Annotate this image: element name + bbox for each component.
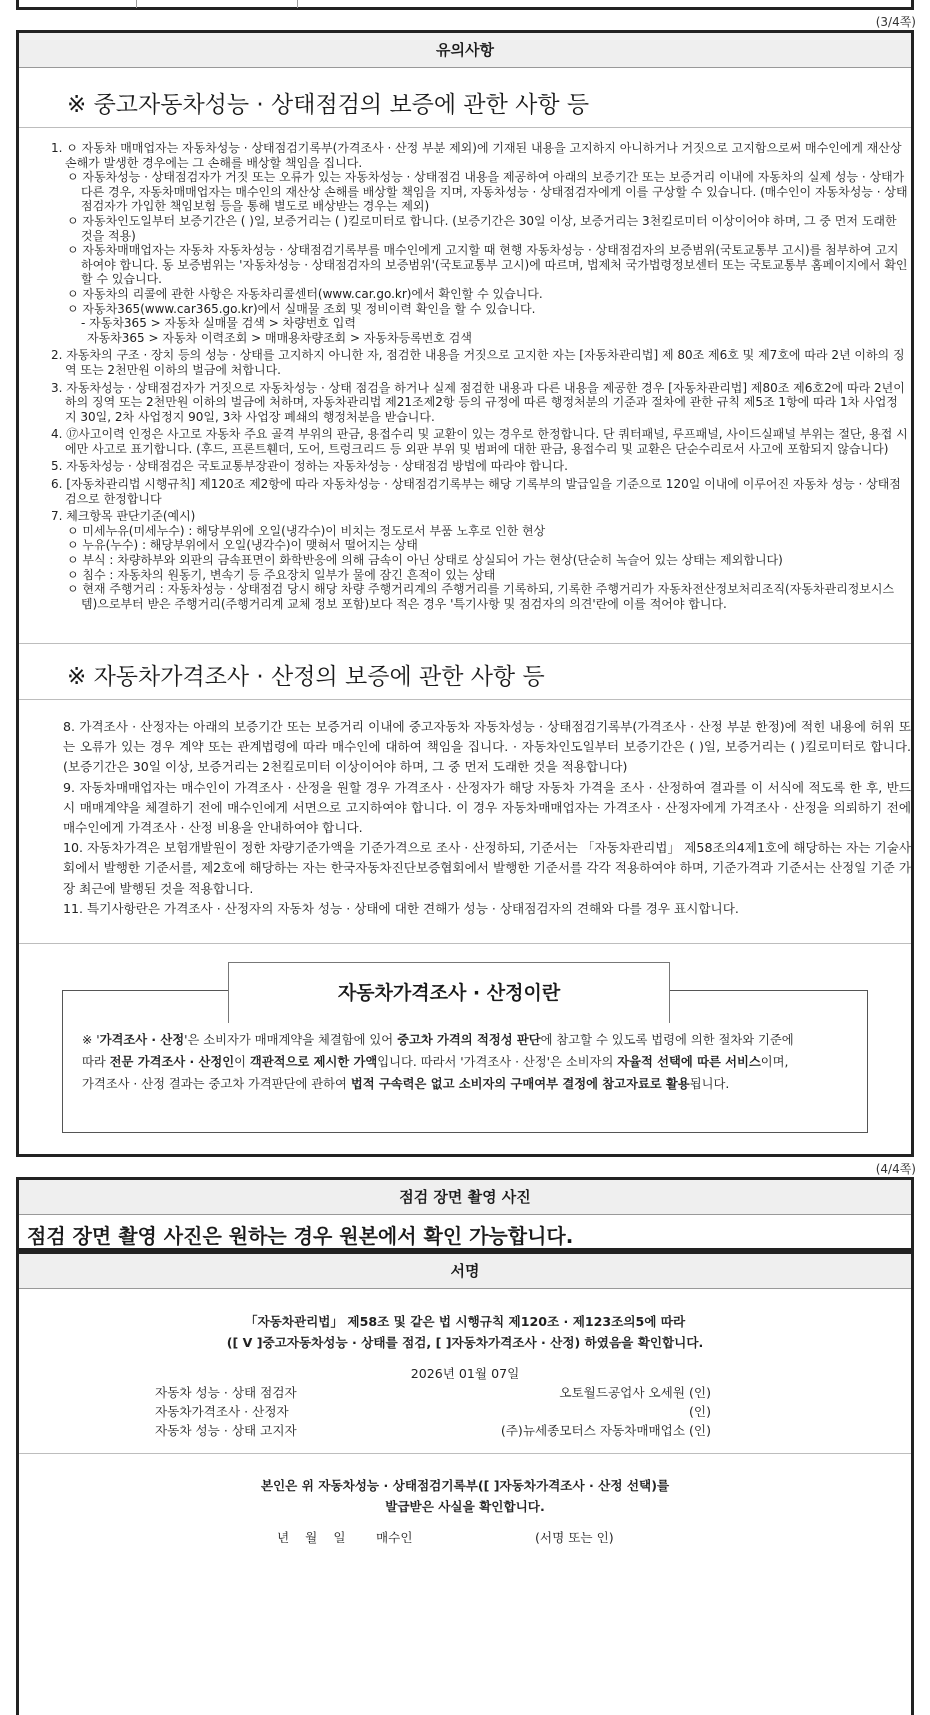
note-item: 7. 체크항목 판단기준(예시) bbox=[51, 509, 196, 524]
divider bbox=[19, 943, 911, 944]
divider bbox=[19, 699, 911, 700]
note-item: 6. [자동차관리법 시행규칙] 제120조 제2항에 따라 자동차성능 · 상태점검기록부는 해당 기록부의 발급일을 기준으로 120일 이내에 이루어진 자동차 성능 · 상태점검으로 한정합니다 bbox=[51, 477, 901, 506]
note-item: 2. 자동차의 구조 · 장치 등의 성능 · 상태를 고지하지 아니한 자, 점검한 내용을 거짓으로 고지한 자는 [자동차관리법] 제 80조 제6호 및 제7호에 따라 2년 이하의 징역 또는 2천만원 이하의 벌금에 처합니다. bbox=[51, 348, 905, 377]
note-item: ㅇ 침수 : 자동차의 원동기, 변속기 등 주요장치 일부가 물에 잠긴 흔적이 있는 상태 bbox=[67, 567, 496, 582]
price-note-item: 8. 가격조사 · 산정자는 아래의 보증기간 또는 보증거리 이내에 중고자동차 자동차성능 · 상태점검기록부(가격조사 · 산정 부분 한정)에 적힌 내용에 허위 또는 오류가 있는 경우 계약 또는 관계법령에 따라 매수인에 대하여 책임을 집니다. · 자동차인도일부터 보증기간은 ( )일, 보증거리는 ( )킬로미터로 합니다. (보증기간은 30일 이상, 보증거리는 2천킬로미터 이상이어야 하며, 그 중 먼저 도래한 것을 적용합니다) bbox=[63, 719, 911, 775]
note-item: 5. 자동차성능 · 상태점검은 국토교통부장관이 정하는 자동차성능 · 상태점검 방법에 따라야 합니다. bbox=[51, 459, 568, 474]
price-info-title: 자동차가격조사 · 산정이란 bbox=[228, 962, 670, 1023]
confirm-line-1: 본인은 위 자동차성능 · 상태점검기록부([ ]자동차가격조사 · 산정 선택)를 bbox=[260, 1478, 670, 1493]
page-number-3: (3/4쪽) bbox=[875, 15, 916, 29]
buyer-label: 매수인 bbox=[376, 1530, 413, 1545]
page-number-4: (4/4쪽) bbox=[875, 1162, 916, 1176]
signature-header: 서명 bbox=[19, 1254, 911, 1289]
note-item: ㅇ 자동차365(www.car365.go.kr)에서 실매물 조회 및 정비이력 확인을 할 수 있습니다. bbox=[67, 301, 536, 316]
price-notes-list bbox=[63, 717, 911, 919]
note-item: 3. 자동차성능 · 상태점검자가 거짓으로 자동차성능 · 상태 점검을 하거나 실제 점검한 내용과 다른 내용을 제공한 경우 [자동차관리법] 제80조 제6호2에 따라 2년이하의 징역 또는 2천만원 이하의 벌금에 처하며, 자동차관리법 제21조제2항 등의 규정에 따른 행정처분의 기준과 절차에 관한 규칙 제5조 1항에 따라 1차 사업정지 30일, 2차 사업정지 90일, 3차 사업장 폐쇄의 행정처분을 받습니다. bbox=[51, 380, 905, 424]
note-item: 1. ㅇ 자동차 매매업자는 자동차성능 · 상태점검기록부(가격조사 · 산정 부분 제외)에 기재된 내용을 고지하지 아니하거나 거짓으로 고지함으로써 매수인에게 재산상 손해가 발생한 경우에는 그 손해를 배상할 책임을 집니다. bbox=[51, 141, 902, 170]
law-line-1: 「자동차관리법」 제58조 및 같은 법 시행규칙 제120조 · 제123조의5에 따라 bbox=[244, 1314, 686, 1329]
name-notifier: (주)뉴세종모터스 자동차매매업소 (인) bbox=[500, 1423, 711, 1438]
note-item: ㅇ 자동차매매업자는 자동차 자동차성능 · 상태점검기록부를 매수인에게 고지할 때 현행 자동차성능 · 상태점검자의 보증범위(국토교통부 고시)를 첨부하여 고지하여야 합니다. 동 보증범위는 '자동차성능 · 상태점검자의 보증범위'(국토교통부 고시)에 따르며, 법제처 국가법령정보센터 또는 국토교통부 홈페이지에서 확인할 수 있습니다. bbox=[67, 243, 908, 287]
note-item: 4. ⑰사고이력 인정은 사고로 자동차 주요 골격 부위의 판금, 용접수리 및 교환이 있는 경우로 한정합니다. 단 쿼터패널, 루프패널, 사이드실패널 부위는 절단, 용접 시에만 사고로 표기합니다. (후드, 프론트휀더, 도어, 트렁크리드 등 외판 부위 및 범퍼에 대한 판금, 용접수리 및 교환은 단순수리로서 사고에 포함되지 않습니다) bbox=[51, 427, 908, 456]
note-item: ㅇ 자동차인도일부터 보증기간은 ( )일, 보증거리는 ( )킬로미터로 합니다. (보증기간은 30일 이상, 보증거리는 3천킬로미터 이상이어야 하며, 그 중 먼저 도래한 것을 적용) bbox=[67, 213, 897, 243]
signature-frame bbox=[16, 1251, 914, 1715]
law-line-2: ([ V ]중고자동차성능 · 상태를 점검, [ ]자동차가격조사 · 산정) 하였음을 확인합니다. bbox=[226, 1335, 704, 1350]
notes-list bbox=[51, 141, 909, 611]
confirm-line-2: 발급받은 사실을 확인합니다. bbox=[385, 1499, 545, 1514]
divider bbox=[19, 127, 911, 128]
name-price-appraiser: (인) bbox=[689, 1404, 711, 1419]
price-note-item: 10. 자동차가격은 보험개발원이 정한 차량기준가액을 기준가격으로 조사 · 산정하되, 기준서는 「자동차관리법」 제58조의4제1호에 해당하는 자는 기술사회에서 발행한 기준서를, 제2호에 해당하는 자는 한국자동차진단보증협회에서 발행한 기준서를 각각 적용하여야 하며, 기준가격과 기준서는 산정일 기준 가장 최근에 발행된 것을 적용합니다. bbox=[63, 840, 911, 896]
notes-header: 유의사항 bbox=[19, 33, 911, 68]
price-note-item: 9. 자동차매매업자는 매수인이 가격조사 · 산정을 원할 경우 가격조사 · 산정자가 해당 자동차 가격을 조사 · 산정하여 결과를 이 서식에 적도록 한 후, 반드시 매매계약을 체결하기 전에 매수인에게 서면으로 고지하여야 합니다. 이 경우 자동차매매업자는 가격조사 · 산정자에게 가격조사 · 산정을 의뢰하기 전에 매수인에게 가격조사 · 산정 비용을 안내하여야 합니다. bbox=[63, 779, 911, 836]
price-info-text: ※ '가격조사 · 산정'은 소비자가 매매계약을 체결함에 있어 중고차 가격의 적정성 판단에 참고할 수 있도록 법령에 의한 절차와 기준에 따라 전문 가격조사 · 산정인이 객관적으로 제시한 가액입니다. 따라서 '가격조사 · 산정'은 소비자의 자율적 선택에 따른 서비스이며, 가격조사 · 산정 결과는 중고차 가격판단에 관하여 법적 구속력은 없고 소비자의 구매여부 결정에 참고자료로 활용됩니다. bbox=[82, 1033, 794, 1091]
note-item: ㅇ 자동차의 리콜에 관한 사항은 자동차리콜센터(www.car.go.kr)에서 확인할 수 있습니다. bbox=[67, 286, 543, 301]
name-inspector: 오토월드공업사 오세원 (인) bbox=[559, 1385, 711, 1400]
buyer-date: 년 월 일 bbox=[277, 1530, 346, 1545]
note-item: 자동차365 > 자동차 이력조회 > 매매용차량조회 > 자동차등록번호 검색 bbox=[87, 330, 472, 345]
note-item: ㅇ 부식 : 차량하부와 외판의 금속표면이 화학반응에 의해 금속이 아닌 상태로 상실되어 가는 현상(단순히 녹슬어 있는 상태는 제외합니다) bbox=[67, 553, 783, 568]
price-note-item: 11. 특기사항란은 가격조사 · 산정자의 자동차 성능 · 상태에 대한 견해가 성능 · 상태점검자의 견해와 다를 경우 표시합니다. bbox=[63, 900, 739, 916]
warranty-performance-title: ※ 중고자동차성능 · 상태점검의 보증에 관한 사항 등 bbox=[67, 92, 590, 118]
signature-date: 2026년 01월 07일 bbox=[410, 1366, 520, 1381]
warranty-price-title: ※ 자동차가격조사 · 산정의 보증에 관한 사항 등 bbox=[67, 664, 545, 690]
buyer-signature: (서명 또는 인) bbox=[535, 1530, 614, 1545]
role-inspector: 자동차 성능 · 상태 점검자 bbox=[155, 1385, 297, 1400]
divider bbox=[19, 1453, 911, 1454]
role-notifier: 자동차 성능 · 상태 고지자 bbox=[155, 1423, 297, 1438]
previous-table-strip bbox=[16, 0, 914, 10]
note-item: ㅇ 미세누유(미세누수) : 해당부위에 오일(냉각수)이 비치는 정도로서 부품 노후로 인한 현상 bbox=[67, 523, 546, 538]
divider bbox=[19, 643, 911, 644]
note-item: - 자동차365 > 자동차 실매물 검색 > 차량번호 입력 bbox=[81, 316, 356, 331]
role-price-appraiser: 자동차가격조사 · 산정자 bbox=[155, 1404, 289, 1419]
photos-header: 점검 장면 촬영 사진 bbox=[19, 1180, 911, 1215]
note-item: ㅇ 자동차성능 · 상태점검자가 거짓 또는 오류가 있는 자동차성능 · 상태점검 내용을 제공하여 아래의 보증기간 또는 보증거리 이내에 자동차의 실제 성능 · 상태가 다른 경우, 자동차매매업자는 매수인의 재산상 손해를 배상할 책임을 지며, 자동차성능 · 상태점검자에게 이를 구상할 수 있습니다. (매수인이 자동차성능 · 상태점검자가 가입한 책임보험 등을 통해 별도로 배상받는 경우는 제외) bbox=[67, 170, 908, 214]
photos-frame bbox=[16, 1177, 914, 1251]
note-item: ㅇ 누유(누수) : 해당부위에서 오일(냉각수)이 맺혀서 떨어지는 상태 bbox=[67, 538, 418, 553]
note-item: ㅇ 현재 주행거리 : 자동차성능 · 상태점검 당시 해당 차량 주행거리계의 주행거리를 기록하되, 기록한 주행거리가 자동차전산정보처리조직(자동차관리정보시스템)으로부터 받은 주행거리(주행거리계 교체 정보 포함)보다 적은 경우 '특기사항 및 점검자의 의견'란에 이를 적어야 합니다. bbox=[67, 582, 895, 611]
photos-message: 점검 장면 촬영 사진은 원하는 경우 원본에서 확인 가능합니다. bbox=[27, 1224, 574, 1248]
